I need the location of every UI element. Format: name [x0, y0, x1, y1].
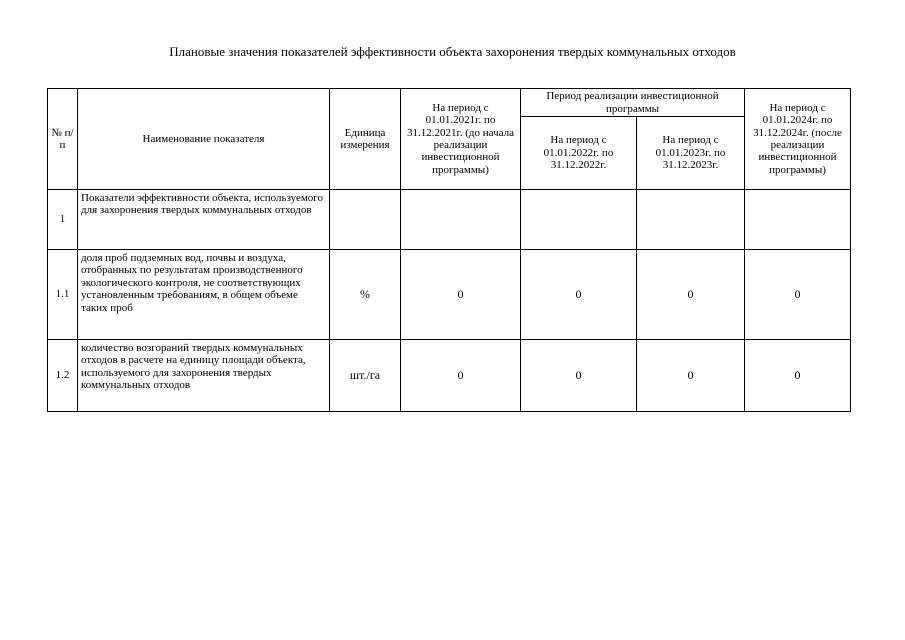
- row-value-2023: [637, 190, 745, 250]
- row-number: 1: [48, 190, 78, 250]
- header-name: Наименование показателя: [78, 89, 330, 190]
- row-value-2022: [521, 190, 637, 250]
- header-unit: Единица измерения: [330, 89, 401, 190]
- header-investment-period: Период реализации инвестиционной программы: [521, 89, 745, 117]
- row-value-2021: 0: [401, 340, 521, 412]
- row-number: 1.2: [48, 340, 78, 412]
- row-value-2021: [401, 190, 521, 250]
- table-row: [48, 340, 851, 412]
- document-title: Плановые значения показателей эффективности объекта захоронения твердых коммунальных отходов: [169, 44, 736, 59]
- header-period-2023: На период с 01.01.2023г. по 31.12.2023г.: [637, 117, 745, 190]
- header-period-2022: На период с 01.01.2022г. по 31.12.2022г.: [521, 117, 637, 190]
- row-value-2022: 0: [521, 340, 637, 412]
- table-row: [48, 190, 851, 250]
- row-value-2024: 0: [745, 340, 851, 412]
- row-value-2023: 0: [637, 250, 745, 340]
- row-indicator-name: Показатели эффективности объекта, используемого для захоронения твердых коммунальных отходов: [78, 190, 330, 250]
- header-number: № п/п: [48, 89, 78, 190]
- row-value-2021: 0: [401, 250, 521, 340]
- row-value-2022: 0: [521, 250, 637, 340]
- table-row: [48, 250, 851, 340]
- row-value-2024: [745, 190, 851, 250]
- row-number: 1.1: [48, 250, 78, 340]
- header-row-top: [48, 89, 851, 117]
- row-unit: %: [330, 250, 401, 340]
- row-unit: шт./га: [330, 340, 401, 412]
- indicators-table: [47, 88, 851, 412]
- row-unit: [330, 190, 401, 250]
- row-value-2024: 0: [745, 250, 851, 340]
- row-indicator-name: доля проб подземных вод, почвы и воздуха, отобранных по результатам производственного экологического контроля, не соответствующих установленным требованиям, в общем объеме таких проб: [78, 250, 330, 340]
- header-period-2024: На период с 01.01.2024г. по 31.12.2024г. (после реализации инвестиционной программы): [745, 89, 851, 190]
- row-value-2023: 0: [637, 340, 745, 412]
- header-period-2021: На период с 01.01.2021г. по 31.12.2021г. (до начала реализации инвестиционной программы): [401, 89, 521, 190]
- row-indicator-name: количество возгораний твердых коммунальных отходов в расчете на единицу площади объекта, используемого для захоронения твердых коммунальных отходов: [78, 340, 330, 412]
